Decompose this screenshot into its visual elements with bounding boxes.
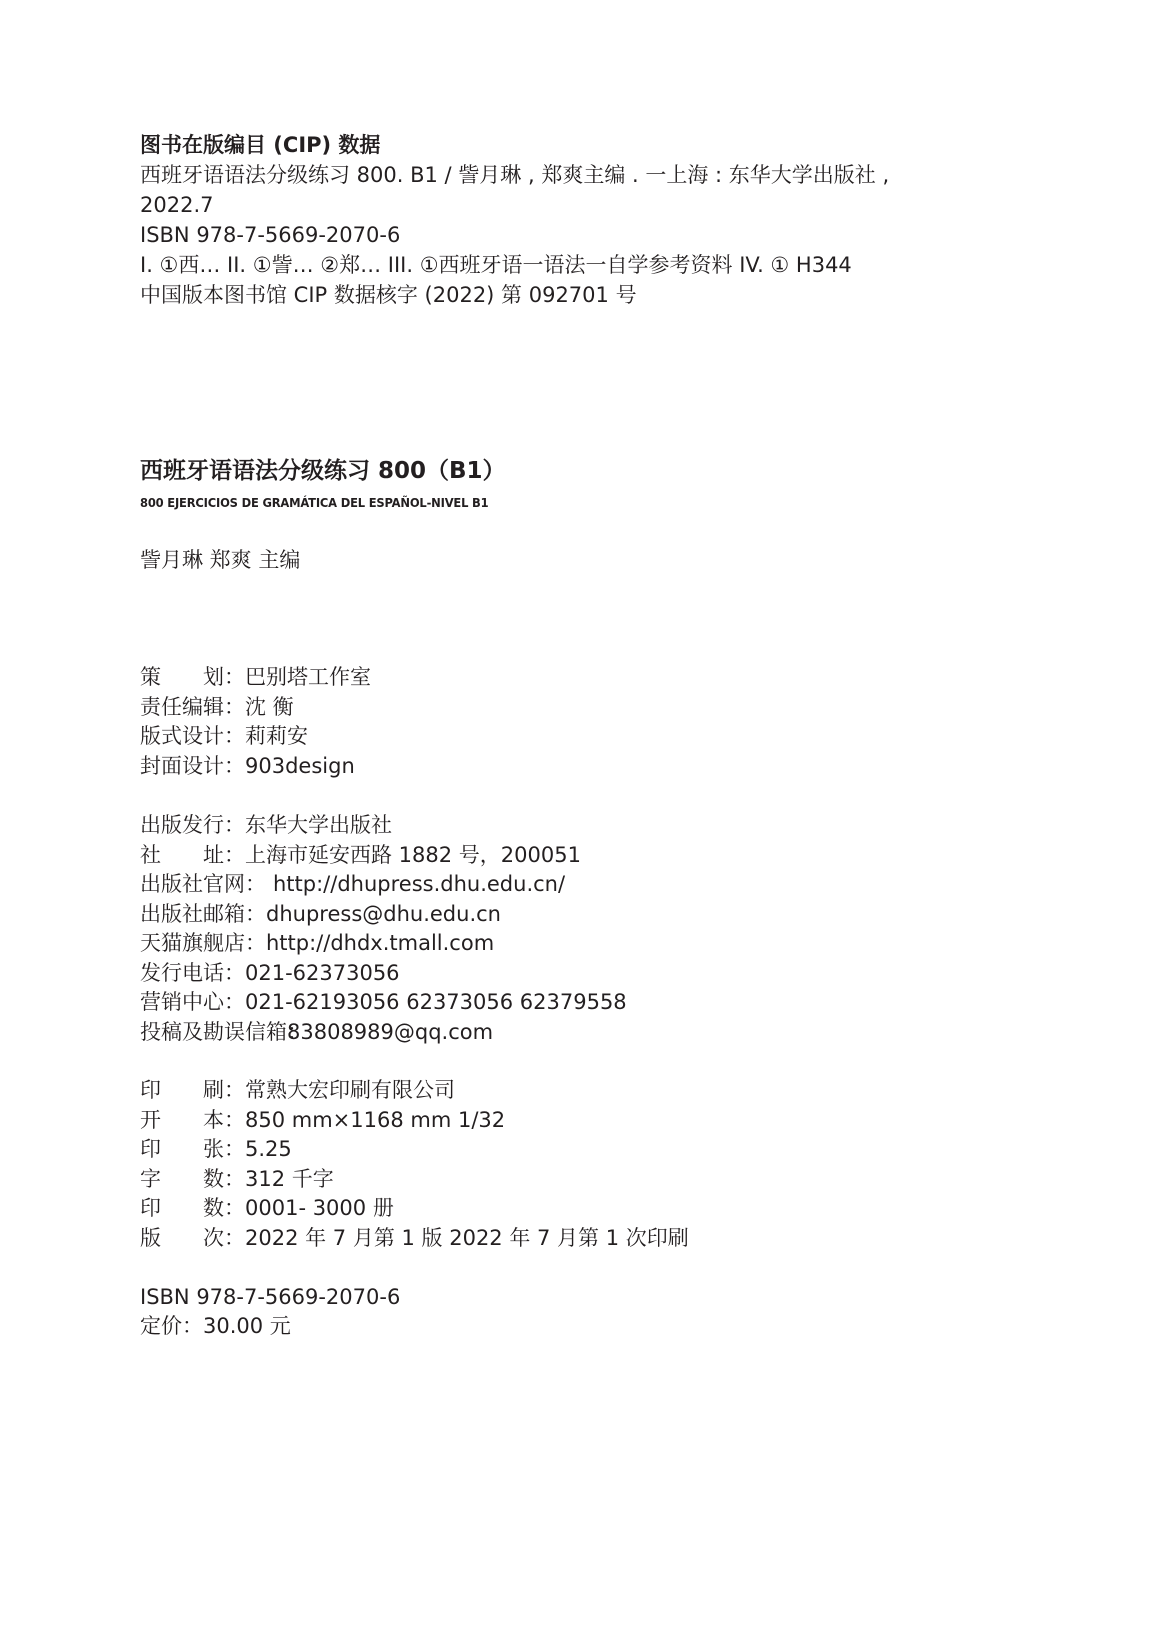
printing-label-a: 印 [140,1196,161,1220]
staff-value: 巴别塔工作室 [245,665,371,689]
footer-price: 定价：30.00 元 [140,1314,291,1338]
book-title: 西班牙语语法分级练习 800（B1） [140,458,506,484]
cip-isbn: ISBN 978-7-5669-2070-6 [140,223,401,247]
cip-classification: I. ①西… II. ①訾… ②郑… III. ①西班牙语一语法一自学参考资料 IV. ① H344 [140,253,852,277]
publisher-label: 营销中心： [140,990,245,1014]
staff-value: 沈 衡 [245,695,294,719]
publisher-tmall-link[interactable]: http://dhdx.tmall.com [266,931,495,955]
publisher-value: 上海市延安西路 1882 号，200051 [245,843,581,867]
printing-value: 常熟大宏印刷有限公司 [245,1078,455,1102]
printing-value: 850 mm×1168 mm 1/32 [245,1108,506,1132]
printing-value: 2022 年 7 月第 1 版 2022 年 7 月第 1 次印刷 [245,1226,689,1250]
printing-value: 312 千字 [245,1167,334,1191]
printing-label-b: 张： [203,1137,245,1161]
publisher-value: 东华大学出版社 [245,813,392,837]
printing-label-b: 本： [203,1108,245,1132]
printing-value: 5.25 [245,1137,292,1161]
publisher-label-b: 址： [203,843,245,867]
publisher-label: 出版社邮箱： [140,902,266,926]
cip-heading: 图书在版编目 (CIP) 数据 [140,133,381,157]
staff-value: 903design [245,754,355,778]
printing-label-a: 字 [140,1167,161,1191]
publisher-submission-email-link[interactable]: 83808989@qq.com [287,1020,494,1044]
publisher-label: 投稿及勘误信箱： [140,1020,308,1044]
printing-label-b: 次： [203,1226,245,1250]
publisher-label-a: 社 [140,843,161,867]
staff-label: 封面设计： [140,754,245,778]
printing-value: 0001- 3000 册 [245,1196,394,1220]
publisher-email-link[interactable]: dhupress@dhu.edu.cn [266,902,501,926]
staff-label: 版式设计： [140,724,245,748]
printing-label-b: 数： [203,1196,245,1220]
publisher-label: 出版发行： [140,813,245,837]
cip-line-1: 西班牙语语法分级练习 800. B1 / 訾月琳 , 郑爽主编 . 一上海 : 东华大学出版社 , [140,163,890,187]
book-subtitle: 800 EJERCICIOS DE GRAMÁTICA DEL ESPAÑOL-NIVEL B1 [140,495,489,510]
printing-label-b: 刷： [203,1078,245,1102]
staff-value: 莉莉安 [245,724,308,748]
cip-line-2: 2022.7 [140,193,214,217]
staff-label-b: 划： [203,665,245,689]
printing-label-a: 印 [140,1078,161,1102]
printing-label-b: 数： [203,1167,245,1191]
footer-isbn: ISBN 978-7-5669-2070-6 [140,1285,401,1309]
book-editors: 訾月琳 郑爽 主编 [140,548,301,572]
staff-label: 责任编辑： [140,695,245,719]
publisher-label: 发行电话： [140,961,245,985]
staff-label-a: 策 [140,665,161,689]
printing-label-a: 印 [140,1137,161,1161]
printing-label-a: 版 [140,1226,161,1250]
publisher-value: 021-62193056 62373056 62379558 [245,990,627,1014]
publisher-website-link[interactable]: http://dhupress.dhu.edu.cn/ [273,872,566,896]
cip-record: 中国版本图书馆 CIP 数据核字 (2022) 第 092701 号 [140,283,637,307]
publisher-value: 021-62373056 [245,961,400,985]
publisher-label: 天猫旗舰店： [140,931,266,955]
printing-label-a: 开 [140,1108,161,1132]
publisher-label: 出版社官网： [140,872,266,896]
